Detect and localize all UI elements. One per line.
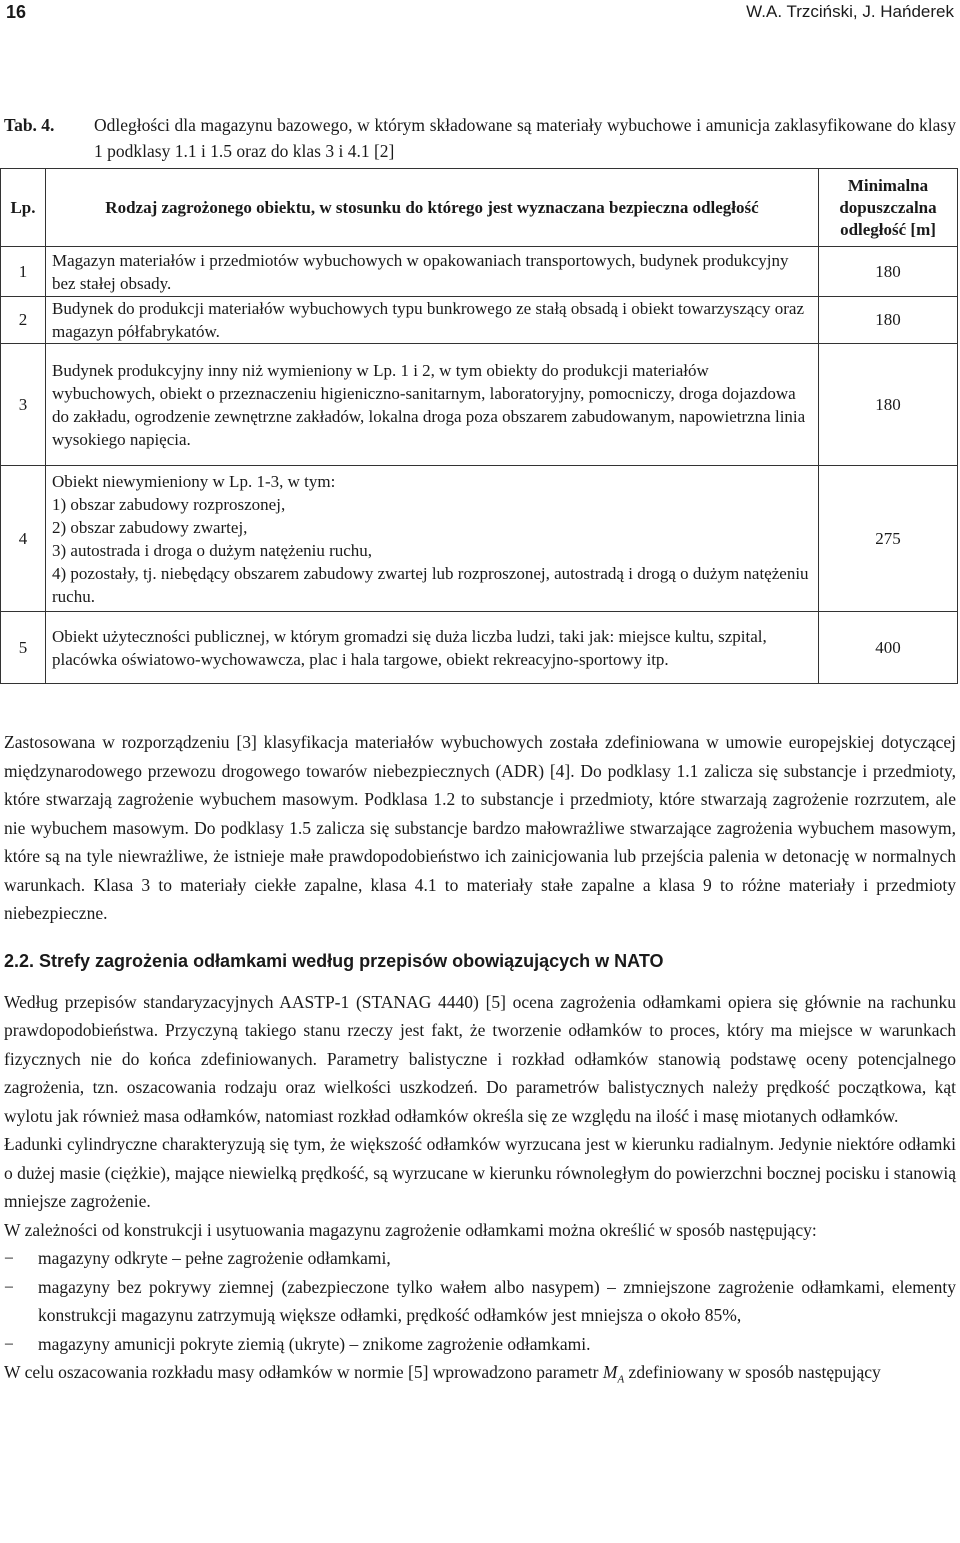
list-item-text: magazyny bez pokrywy ziemnej (zabezpieczone tylko wałem albo nasypem) – zmniejszone zagrożenie odłamkami, elementy konstrukcji magazynu zatrzymują większe odłamki, prędkość odłamków jest mniejsza o około 85%, (38, 1276, 956, 1325)
row-lp: 3 (1, 344, 46, 466)
row-description: Budynek produkcyjny inny niż wymieniony w Lp. 1 i 2, w tym obiekty do produkcji materiałów wybuchowych, obiekt o przeznaczeniu higieniczno-sanitarnym, laboratoryjny, pomocniczy, droga dojazdowa do zakładu, ogrodzenie zewnętrzne zakładów, lokalna droga poza obszarem zabudowanym, napowietrzna linia wysokiego napięcia. (46, 344, 819, 466)
body-text (4, 728, 956, 1394)
table-caption-text: Odległości dla magazynu bazowego, w którym składowane są materiały wybuchowe i amunicja zaklasyfikowane do klasy 1 podklasy 1.1 i 1.5 oraz do klas 3 i 4.1 [2] (94, 115, 956, 161)
paragraph: Ładunki cylindryczne charakteryzują się tym, że większość odłamków wyrzucana jest w kierunku radialnym. Jedynie niektóre odłamki o dużej masie (ciężkie), mające niewielką prędkość, są wyrzucane w kierunku równoległym do powierzchni bocznej pocisku i stanowią mniejsze zagrożenie. (4, 1134, 956, 1211)
table-row (1, 466, 958, 612)
row-description: Budynek do produkcji materiałów wybuchowych typu bunkrowego ze stałą obsadą i obiekt towarzyszący oraz magazyn półfabrykatów. (46, 297, 819, 344)
row-description-line: 3) autostrada i droga o dużym natężeniu ruchu, (52, 540, 373, 560)
paragraph: W zależności od konstrukcji i usytuowania magazynu zagrożenie odłamkami można określić w sposób następujący: (4, 1219, 817, 1240)
page-header (0, 0, 960, 26)
row-distance: 400 (819, 612, 958, 684)
row-description-line: Obiekt niewymieniony w Lp. 1-3, w tym: (52, 471, 336, 491)
row-description: Magazyn materiałów i przedmiotów wybuchowych w opakowaniach transportowych, budynek produkcyjny bez stałej obsady. (46, 247, 819, 297)
paragraph-text: W celu oszacowania rozkładu masy odłamków w normie [5] wprowadzono parametr (4, 1362, 603, 1382)
running-head-authors: W.A. Trzciński, J. Hańderek (746, 2, 954, 21)
row-description-line: 2) obszar zabudowy zwartej, (52, 517, 248, 537)
table-caption-label: Tab. 4. (4, 115, 55, 135)
row-lp: 1 (1, 247, 46, 297)
paragraph: Według przepisów standaryzacyjnych AASTP-1 (STANAG 4440) [5] ocena zagrożenia odłamkami opiera się głównie na rachunku prawdopodobieństwa. Przyczyną takiego stanu rzeczy jest fakt, że tworzenie odłamków to proces, który ma miejsce w warunkach fizycznych nie do końca zdefiniowanych. Parametry balistyczne i rozkład odłamków stanowią podstawę oceny potencjalnego zagrożenia, tzn. oszacowania rodzaju oraz wielkości uszkodzeń. Do parametrów balistycznych należy prędkość początkowa, kąt wylotu jak również masa odłamków, natomiast rozkład odłamków określa się ze względu na ilość i masę miotanych odłamków. (4, 991, 956, 1126)
table-row (1, 344, 958, 466)
list-dash-marker: − (4, 1248, 14, 1268)
table-row (1, 297, 958, 344)
header-min-distance: Minimalna dopuszczalna odległość [m] (819, 169, 958, 247)
header-lp: Lp. (1, 169, 46, 247)
header-object-type: Rodzaj zagrożonego obiektu, w stosunku do którego jest wyznaczana bezpieczna odległość (46, 169, 819, 247)
paragraph-text: zdefiniowany w sposób następujący (624, 1362, 881, 1382)
row-lp: 5 (1, 612, 46, 684)
row-distance: 180 (819, 297, 958, 344)
distance-table (0, 168, 958, 684)
paragraph: Zastosowana w rozporządzeniu [3] klasyfikacja materiałów wybuchowych została zdefiniowana w umowie europejskiej dotyczącej międzynarodowego przewozu drogowego towarów niebezpiecznych (ADR) [4]. Do podklasy 1.1 zalicza się substancje i przedmioty, które stwarzają zagrożenie wybuchem masowym. Podklasa 1.2 to substancje i przedmioty, które stwarzają zagrożenie rozrzutem, ale nie wybuchem masowym. Do podklasy 1.5 zalicza się substancje bardzo małowrażliwe stwarzające zagrożenia wybuchem masowym, które są na tyle niewrażliwe, że istnieje małe prawdopodobieństwo ich zainicjowania lub przejścia palenia w detonację w normalnych warunkach. Klasa 3 to materiały ciekłe zapalne, klasa 4.1 to materiały stałe zapalne a klasa 9 to różne materiały i przedmioty niebezpieczne. (4, 732, 956, 923)
table-header-row (1, 169, 958, 247)
row-description-line: 4) pozostały, tj. niebędący obszarem zabudowy zwartej lub rozproszonej, autostradą i drogą o dużym natężeniu ruchu. (52, 563, 809, 606)
row-lp: 4 (1, 466, 46, 612)
parameter-symbol (602, 1362, 625, 1386)
row-description: Obiekt użyteczności publicznej, w którym gromadzi się duża liczba ludzi, taki jak: miejsce kultu, szpital, placówka oświatowo-wychowawcza, plac i hala targowe, obiekt rekreacyjno-sportowy itp. (46, 612, 819, 684)
paragraph (4, 1358, 956, 1394)
table-row (1, 612, 958, 684)
row-description (46, 466, 819, 612)
list-item-text: magazyny amunicji pokryte ziemią (ukryte) – znikome zagrożenie odłamkami. (38, 1333, 591, 1354)
list-item-text: magazyny odkryte – pełne zagrożenie odłamkami, (38, 1248, 391, 1268)
row-description-line: 1) obszar zabudowy rozproszonej, (52, 494, 286, 514)
list-dash-marker: − (4, 1276, 14, 1297)
list-item (4, 1244, 956, 1273)
list-dash-marker: − (4, 1333, 14, 1354)
table-row (1, 247, 958, 297)
section-heading: 2.2. Strefy zagrożenia odłamkami według przepisów obowiązujących w NATO (4, 950, 664, 971)
list-item (4, 1330, 956, 1359)
page-number: 16 (6, 2, 27, 22)
row-distance: 180 (819, 344, 958, 466)
row-lp: 2 (1, 297, 46, 344)
parameter-symbol-main: M (602, 1362, 618, 1382)
parameter-symbol-subscript: A (617, 1373, 625, 1386)
row-distance: 275 (819, 466, 958, 612)
list-item (4, 1273, 956, 1330)
row-distance: 180 (819, 247, 958, 297)
table-caption (4, 112, 956, 164)
